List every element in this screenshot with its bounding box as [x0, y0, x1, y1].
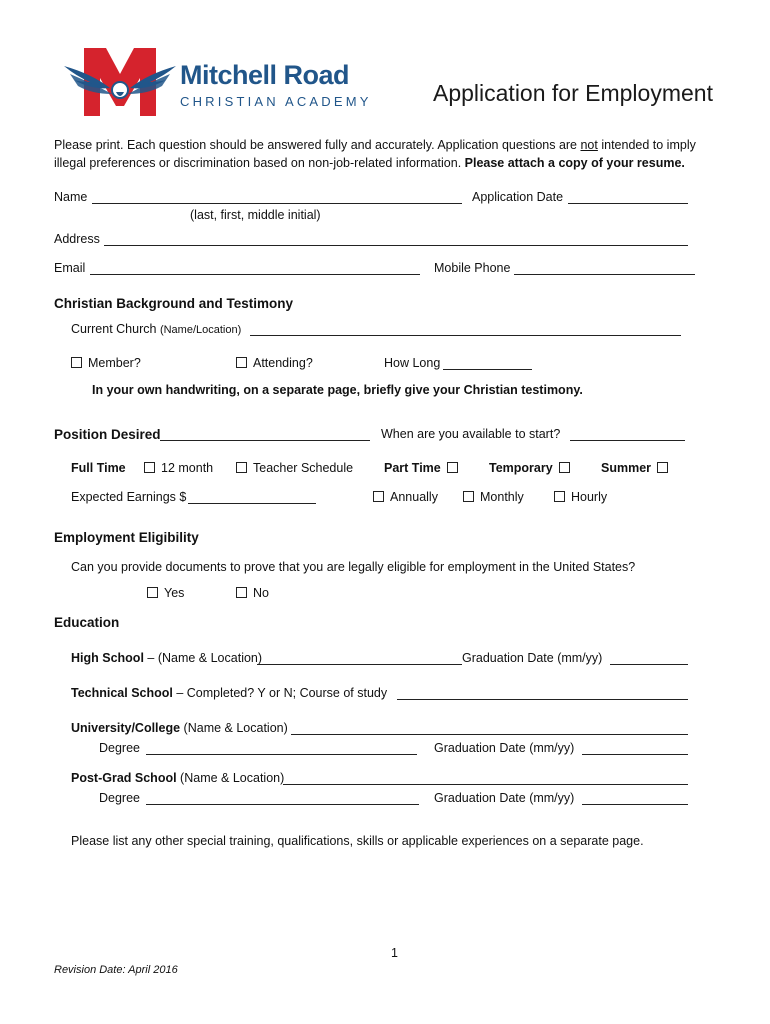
mobile-phone-field[interactable] [514, 274, 695, 275]
email-label: Email [54, 261, 86, 275]
current-church-label: Current Church (Name/Location) [71, 322, 242, 336]
high-school-field[interactable] [257, 664, 462, 665]
education-heading: Education [54, 615, 120, 630]
course-of-study-field[interactable] [397, 699, 688, 700]
testimony-instruction: In your own handwriting, on a separate page, briefly give your Christian testimony. [92, 383, 583, 397]
checkbox-icon [463, 491, 474, 502]
eligibility-no-checkbox[interactable]: No [236, 586, 269, 600]
university-degree-label: Degree [99, 741, 140, 755]
employment-eligibility-heading: Employment Eligibility [54, 530, 199, 545]
address-field[interactable] [104, 245, 688, 246]
checkbox-icon [447, 462, 458, 473]
post-grad-graduation-date-label: Graduation Date (mm/yy) [434, 791, 575, 805]
position-desired-label: Position Desired [54, 427, 161, 442]
hourly-checkbox[interactable]: Hourly [554, 490, 607, 504]
position-desired-field[interactable] [160, 440, 370, 441]
eligibility-question: Can you provide documents to prove that you are legally eligible for employment in the United States? [71, 560, 636, 574]
hs-graduation-date-label: Graduation Date (mm/yy) [462, 651, 603, 665]
eligibility-yes-checkbox[interactable]: Yes [147, 586, 184, 600]
annually-checkbox[interactable]: Annually [373, 490, 438, 504]
expected-earnings-field[interactable] [188, 503, 316, 504]
full-time-label: Full Time [71, 461, 126, 475]
current-church-field[interactable] [250, 335, 681, 336]
expected-earnings-label: Expected Earnings $ [71, 490, 187, 504]
monthly-checkbox[interactable]: Monthly [463, 490, 524, 504]
email-field[interactable] [90, 274, 420, 275]
checkbox-icon [144, 462, 155, 473]
page-title: Application for Employment [433, 80, 713, 106]
brand-subtitle: CHRISTIAN ACADEMY [180, 94, 372, 109]
address-label: Address [54, 232, 100, 246]
university-field[interactable] [291, 734, 688, 735]
how-long-field[interactable] [443, 369, 532, 370]
brand-name: Mitchell Road [180, 60, 350, 90]
temporary-checkbox[interactable]: Temporary [489, 461, 570, 475]
how-long-label: How Long [384, 356, 441, 370]
checkbox-icon [236, 357, 247, 368]
mobile-phone-label: Mobile Phone [434, 261, 511, 275]
available-start-label: When are you available to start? [381, 427, 561, 441]
post-grad-degree-label: Degree [99, 791, 140, 805]
checkbox-icon [147, 587, 158, 598]
intro-line-1: Please print. Each question should be answered fully and accurately. Application questions are not intended to imply [54, 138, 696, 152]
member-checkbox[interactable]: Member? [71, 356, 141, 370]
university-label: University/College (Name & Location) [71, 721, 288, 735]
checkbox-icon [657, 462, 668, 473]
checkbox-icon [559, 462, 570, 473]
name-field[interactable] [92, 203, 462, 204]
intro-line-2: illegal preferences or discrimination based on non-job-related information. Please attach a copy of your resume. [54, 156, 685, 170]
checkbox-icon [236, 587, 247, 598]
post-grad-field[interactable] [283, 784, 688, 785]
other-training-note: Please list any other special training, qualifications, skills or applicable experiences on a separate page. [71, 834, 644, 848]
christian-background-heading: Christian Background and Testimony [54, 296, 294, 311]
checkbox-icon [71, 357, 82, 368]
university-degree-field[interactable] [146, 754, 417, 755]
revision-date: Revision Date: April 2016 [54, 964, 178, 976]
page-number: 1 [391, 946, 398, 960]
post-grad-label: Post-Grad School (Name & Location) [71, 771, 285, 785]
twelve-month-checkbox[interactable]: 12 month [144, 461, 213, 475]
university-graduation-date-label: Graduation Date (mm/yy) [434, 741, 575, 755]
technical-school-label: Technical School – Completed? Y or N; Course of study [71, 686, 388, 700]
high-school-label: High School – (Name & Location) [71, 651, 263, 665]
teacher-schedule-checkbox[interactable]: Teacher Schedule [236, 461, 353, 475]
post-grad-degree-field[interactable] [146, 804, 419, 805]
summer-checkbox[interactable]: Summer [601, 461, 668, 475]
name-label: Name [54, 190, 88, 204]
part-time-checkbox[interactable]: Part Time [384, 461, 458, 475]
application-date-label: Application Date [472, 190, 564, 204]
hs-graduation-date-field[interactable] [610, 664, 688, 665]
available-start-field[interactable] [570, 440, 685, 441]
name-hint: (last, first, middle initial) [190, 208, 321, 222]
checkbox-icon [236, 462, 247, 473]
checkbox-icon [554, 491, 565, 502]
attending-checkbox[interactable]: Attending? [236, 356, 313, 370]
application-date-field[interactable] [568, 203, 688, 204]
post-grad-graduation-date-field[interactable] [582, 804, 688, 805]
checkbox-icon [373, 491, 384, 502]
university-graduation-date-field[interactable] [582, 754, 688, 755]
